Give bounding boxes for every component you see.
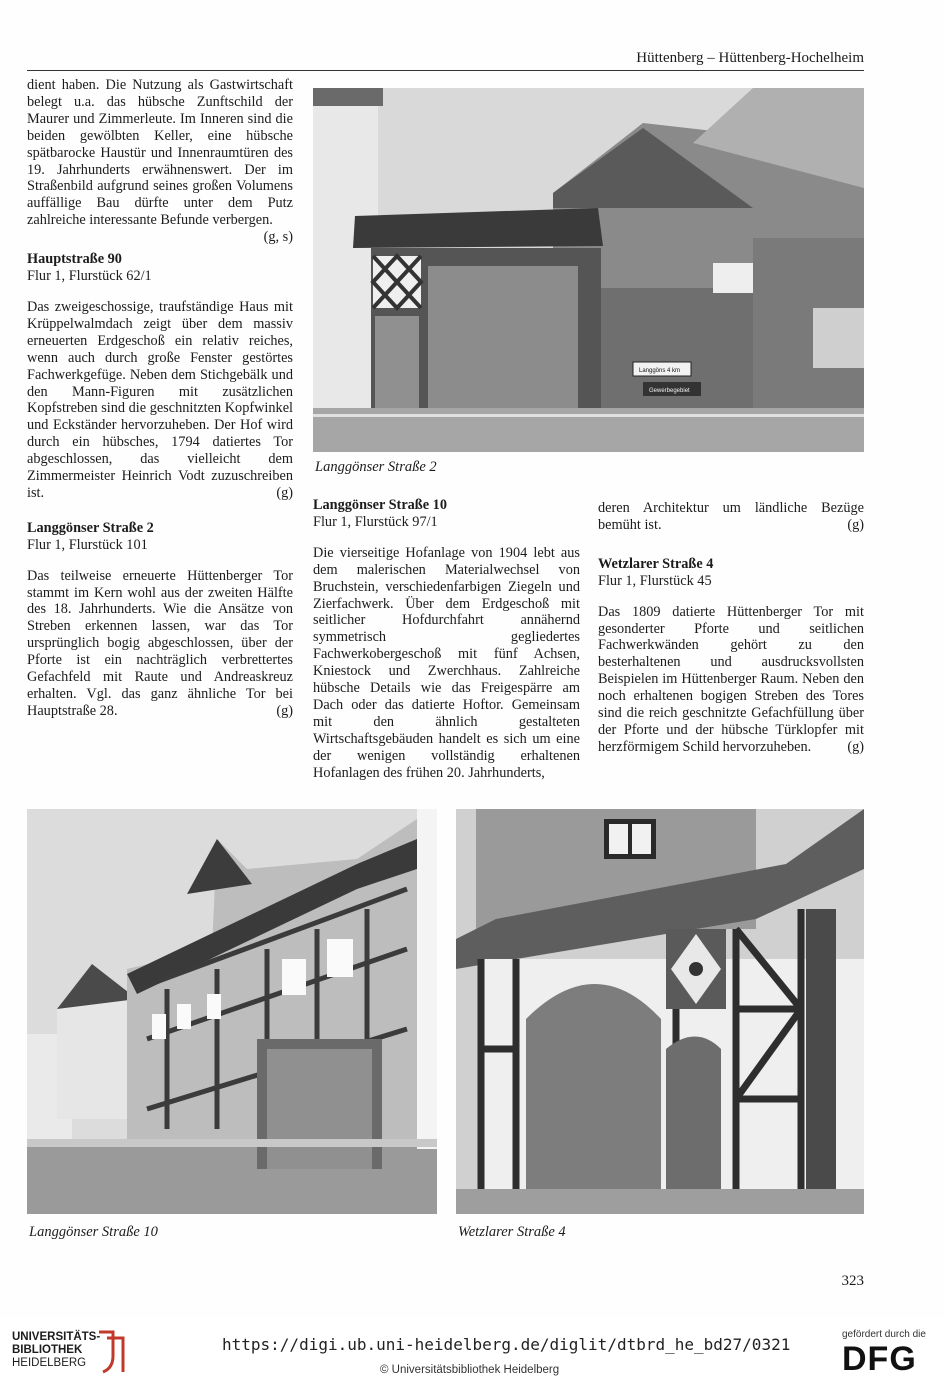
entry-heading-langgoenser-2: Langgönser Straße 2 [27,519,154,536]
permalink-url[interactable]: https://digi.ub.uni-heidelberg.de/diglit/dtbrd_he_bd27/0321 [222,1335,791,1354]
entry-heading-wetzlarer-4: Wetzlarer Straße 4 [598,555,714,572]
entry-text: Das 1809 datierte Hüttenberger Tor mit gesonderter Pforte und seitlichen Fachwerkwänden gehört zu den besterhaltenen und ausdrucksvollsten Beispielen im Hüttenberger Raum. Neben den noch erhaltenen bogigen Streben des Tores sind die reich geschnitzte Gefachfüllung über der Pforte und der hübsche Türklopfer mit herzförmigem Schild hervorzuheben. (g) [598,603,864,755]
entry-heading-hauptstrasse-90: Hauptstraße 90 [27,251,122,268]
sign-gewerbegebiet: Gewerbegebiet [649,388,690,394]
continuation-paragraph: deren Architektur um ländliche Bezüge bemüht ist. (g) [598,500,864,533]
author-signature: (g, s) [263,229,293,246]
entry-parcel: Flur 1, Flurstück 62/1 [27,268,152,285]
header-title: Hüttenberg – Hüttenberg-Hochelheim [636,50,864,66]
column-right [598,500,864,772]
caption-bottom-left: Langgönser Straße 10 [29,1224,158,1240]
copyright-notice: © Universitätsbibliothek Heidelberg [380,1364,560,1376]
entry-parcel: Flur 1, Flurstück 101 [27,536,148,553]
entry-parcel: Flur 1, Flurstück 97/1 [313,513,438,530]
caption-top: Langgönser Straße 2 [315,459,437,475]
author-signature: (g) [847,738,864,755]
page-number: 323 [841,1273,864,1289]
entry-parcel: Flur 1, Flurstück 45 [598,572,712,589]
sign-langgoens: Langgöns 4 km [639,368,681,374]
caption-bottom-right: Wetzlarer Straße 4 [458,1224,566,1240]
running-header [27,46,864,71]
column-middle [313,497,580,798]
photo-langgoenser-2 [313,88,864,452]
dfg-logo[interactable]: DFG [842,1340,917,1378]
entry-text: Die vierseitige Hofanlage von 1904 lebt aus dem malerischen Materialwechsel von Bruchstein, verschiedenfarbigen Ziegeln und Zierfachwerk. Über dem Erdgeschoß mit seitlicher Hofdurchfahrt annähernd symmetrisch gegliedertes Fachwerkobergeschoß mit fünf Achsen, Kniestock und Zwerchhaus. Zahlreiche hübsche Details wie das Freigespärre am Dach oder das datierte Hoftor. Gemeinsam mit den ähnlich gestalteten Wirtschaftsgebäuden handelt es sich um eine der wenigen vollständig erhaltenen Hofanlagen des frühen 20. Jahrhunderts, [313,544,580,781]
author-signature: (g) [276,702,293,719]
entry-text: Das zweigeschossige, traufständige Haus mit Krüppelwalmdach zeigt über dem massiv erneuerten Erdgeschoß ein relativ reiches, wenn auch durch große Fenster gestörtes Fachwerkgefüge. Neben dem Stichgebälk und den Mann-Figuren mit zusätzlichen Kopfstreben sind die geschnitzten Kopfwinkel und Eckständer hervorzuheben. Der Hof wird durch ein hübsches, 1794 datiertes Tor abgeschlossen, das vielleicht dem Zimmermeister Heinrich Vodt zuzuschreiben ist. (g) [27,298,294,501]
entry-heading-langgoenser-10: Langgönser Straße 10 [313,497,447,513]
author-signature: (g) [276,484,293,501]
intro-paragraph: dient haben. Die Nutzung als Gastwirtschaft belegt u.a. das hübsche Zunftschild der Maurer und Zimmerleute. Im Inneren sind die beiden gewölbten Keller, eine hübsche spätbarocke Haustür und Innenraumtüren des 19. Jahrhunderts erwähnenswert. Der im Straßenbild aufgrund seines großen Volumens auffällige Bau dürfte unter dem Putz zahlreiche interessante Befunde verbergen. (g, s) [27,77,293,246]
author-signature: (g) [847,516,864,533]
photo-langgoenser-10 [27,809,437,1214]
library-logo[interactable]: UNIVERSITÄTS- BIBLIOTHEK HEIDELBERG [12,1331,101,1369]
funding-note: gefördert durch die [842,1329,926,1340]
entry-text: Das teilweise erneuerte Hüttenberger Tor stammt im Kern wohl aus der zweiten Hälfte des 18. Jahrhunderts. Wie die Ansätze von Streben erkennen lassen, war das Tor ursprünglich bogig abgeschlossen, über der Pforte ist ein nachträglich verbrettertes Gefachfeld mit Raute und Andreaskreuz erhalten. Vgl. das ganz ähnliche Tor bei Hauptstraße 28. (g) [27,567,293,719]
photo-wetzlarer-4 [456,809,864,1214]
column-left [27,77,293,736]
library-logo-icon [93,1328,127,1376]
